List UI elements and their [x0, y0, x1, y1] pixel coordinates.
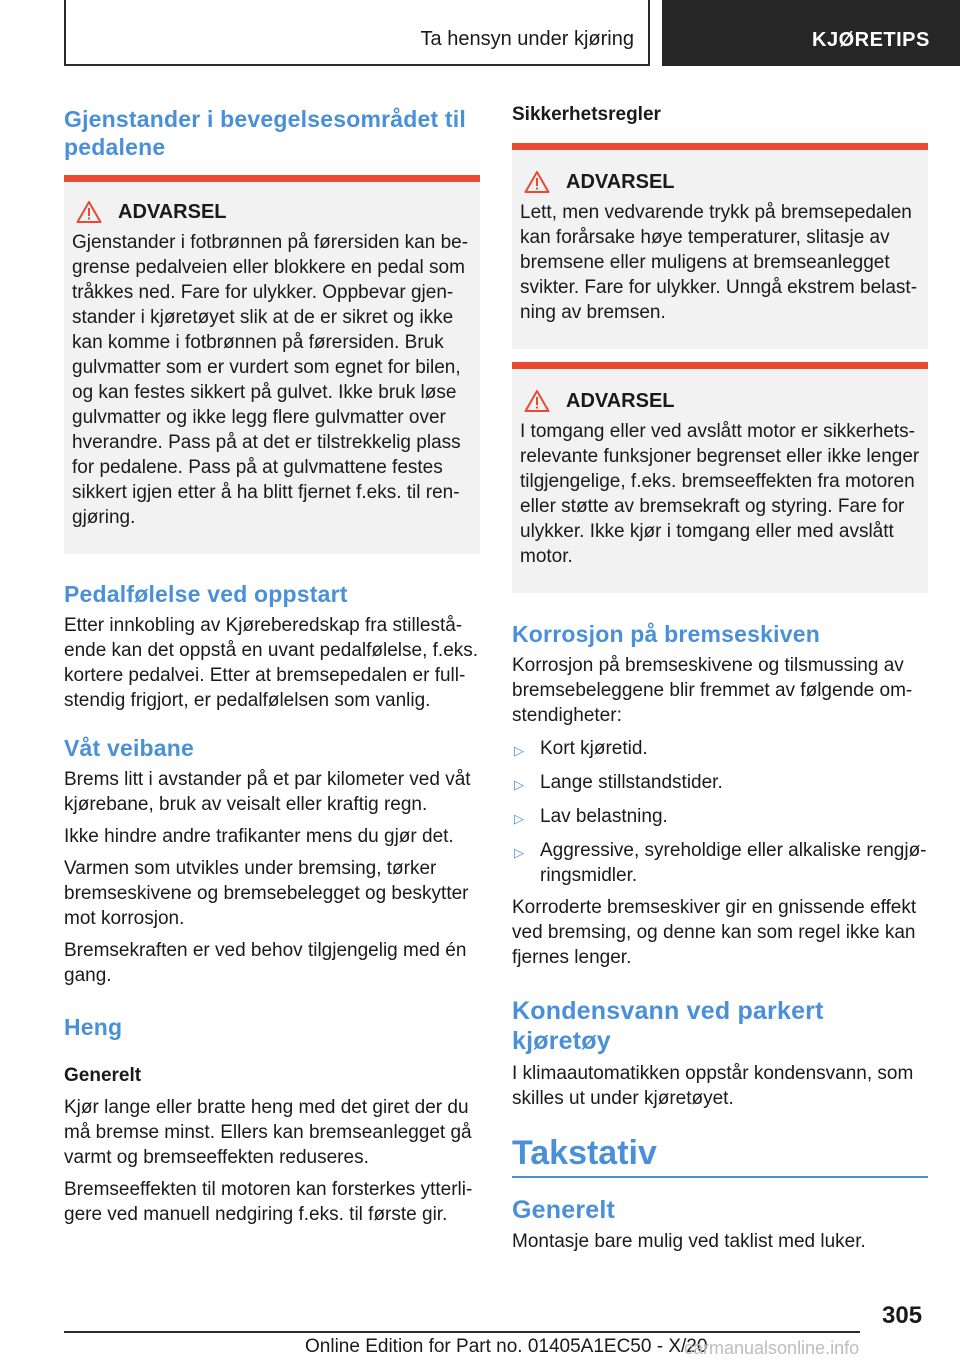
corrosion-paragraph	[512, 653, 928, 728]
line: gang.	[64, 965, 112, 986]
triangle-bullet-icon: ▷	[514, 811, 524, 826]
line: ringsmidler.	[540, 865, 638, 886]
line: tråkkes ned. Fare for ulykker. Oppbevar gjen-	[72, 282, 454, 303]
page-number: 305	[882, 1302, 923, 1329]
line: hverandre. Pass på at det er tilstrekkelig plass	[72, 432, 461, 453]
roof-rack-paragraph	[512, 1229, 928, 1254]
line: kortere pedalvei. Etter at bremsepedalen er full-	[64, 665, 466, 686]
line: Etter innkobling av Kjøreberedskap fra stillestå-	[64, 615, 463, 636]
line: svikter. Fare for ulykker. Unngå ekstrem belast-	[520, 277, 918, 298]
line: kjørebane, bruk av veisalt eller kraftig regn.	[64, 794, 428, 815]
line: skilles ut under kjøretøyet.	[512, 1088, 734, 1109]
line: grense pedalveien eller blokkere en pedal som	[72, 257, 465, 278]
list-item	[512, 838, 928, 888]
line: Montasje bare mulig ved taklist med luker.	[512, 1231, 866, 1252]
warning-title-text: ADVARSEL	[566, 389, 675, 412]
paragraph	[64, 1177, 480, 1227]
slope-body	[64, 1095, 480, 1227]
slope-heading: Heng	[64, 1014, 123, 1040]
wet-road-heading: Våt veibane	[64, 735, 195, 761]
header-chapter-label: KJØRETIPS	[812, 29, 930, 51]
heading-line: kjøretøy	[512, 1027, 611, 1055]
line: Korroderte bremseskiver gir en gnissende effekt	[512, 897, 917, 918]
line: bremseskivene og bremsebelegget og beskytter	[64, 883, 469, 904]
line: Bremsekraften er ved behov tilgjengelig med én	[64, 940, 467, 961]
warning-text	[520, 419, 920, 569]
line: ulykker. Ikke kjør i tomgang eller med avslått	[520, 521, 894, 542]
wet-road-body	[64, 767, 480, 988]
line: gulvmatter og ikke legg flere gulvmatter over	[72, 407, 446, 428]
line: Brems litt i avstander på et par kilometer ved våt	[64, 769, 471, 790]
corrosion-causes-list	[512, 736, 928, 888]
line: stander i kjøretøyet slik at de er sikret og ikke	[72, 307, 454, 328]
line: og kan festes sikkert på gulvet. Ikke bruk løse	[72, 382, 457, 403]
warning-box-brake-pressure	[512, 143, 928, 349]
heading-line: pedalene	[64, 134, 166, 160]
line: stendigheter:	[512, 705, 622, 726]
line: varmt og bremseeffekten reduseres.	[64, 1147, 369, 1168]
paragraph	[64, 767, 480, 817]
triangle-bullet-icon: ▷	[514, 845, 524, 860]
warning-title-text: ADVARSEL	[118, 200, 227, 223]
line: Ikke hindre andre trafikanter mens du gjør det.	[64, 826, 454, 847]
list-item	[512, 736, 928, 763]
warning-title	[72, 198, 472, 226]
line: må bremse minst. Ellers kan bremseanlegget gå	[64, 1122, 472, 1143]
paragraph	[64, 1095, 480, 1170]
watermark: carmanualsonline.info	[684, 1338, 860, 1358]
line: ning av bremsen.	[520, 302, 666, 323]
line: bremsene eller muligens at bremseanlegget	[520, 252, 890, 273]
line: I klimaautomatikken oppstår kondensvann, som	[512, 1063, 914, 1084]
warning-text	[72, 230, 472, 530]
line: sikkert igjen etter å ha blitt fjernet f.eks. til ren-	[72, 482, 460, 503]
line: for pedalene. Pass på at gulvmattene festes	[72, 457, 443, 478]
safety-rules-subheading: Sikkerhetsregler	[512, 104, 661, 125]
line: eller støtte av bremsekraft og styring. Fare for	[520, 496, 905, 517]
header-section-label: Ta hensyn under kjøring	[420, 28, 634, 50]
line: gjøring.	[72, 507, 136, 528]
warning-box-idle	[512, 362, 928, 593]
corrosion-result-paragraph	[512, 895, 928, 970]
startup-paragraph	[64, 613, 480, 713]
corrosion-heading: Korrosjon på bremseskiven	[512, 621, 820, 647]
warning-triangle-icon	[76, 200, 102, 224]
triangle-bullet-icon: ▷	[514, 777, 524, 792]
header-section-tab	[64, 0, 650, 66]
startup-heading: Pedalfølelse ved oppstart	[64, 581, 348, 607]
heading-line: Kondensvann ved parkert	[512, 997, 824, 1025]
line: Aggressive, syreholdige eller alkaliske rengjø-	[540, 840, 927, 861]
line: Kjør lange eller bratte heng med det giret der du	[64, 1097, 469, 1118]
warning-text	[520, 200, 920, 325]
line: kan komme i fotbrønnen på førersiden. Bruk	[72, 332, 444, 353]
line: I tomgang eller ved avslått motor er sikkerhets-	[520, 421, 915, 442]
triangle-bullet-icon: ▷	[514, 743, 524, 758]
line: motor.	[520, 546, 573, 567]
warning-triangle-icon	[524, 170, 550, 194]
warning-title-text: ADVARSEL	[566, 170, 675, 193]
list-item	[512, 770, 928, 797]
header-chapter-tab	[662, 0, 960, 66]
right-column	[512, 100, 928, 1254]
pedal-objects-heading	[64, 105, 480, 161]
line: kan forårsake høye temperaturer, slitasje av	[520, 227, 890, 248]
line: tilgjengelige, f.eks. bremseeffekten fra motoren	[520, 471, 915, 492]
footer-edition: Online Edition for Part no. 01405A1EC50 - X/20	[305, 1336, 708, 1357]
paragraph	[64, 938, 480, 988]
line: relevante funksjoner begrenset eller ikke lenger	[520, 446, 920, 467]
roof-rack-general-heading: Generelt	[512, 1196, 616, 1224]
line: stendig frigjort, er pedalfølelsen som vanlig.	[64, 690, 431, 711]
line: Gjenstander i fotbrønnen på førersiden kan be-	[72, 232, 469, 253]
left-column	[64, 100, 480, 1227]
condensation-heading	[512, 996, 928, 1056]
list-item-text	[540, 838, 927, 888]
warning-triangle-icon	[524, 389, 550, 413]
line: ende kan det oppstå en uvant pedalfølelse, f.eks.	[64, 640, 479, 661]
paragraph	[64, 856, 480, 931]
paragraph	[64, 824, 480, 849]
heading-line: Gjenstander i bevegelsesområdet til	[64, 106, 466, 132]
warning-box-pedal-objects	[64, 175, 480, 554]
slope-subheading: Generelt	[64, 1065, 142, 1086]
list-item-text: Lav belastning.	[540, 806, 668, 827]
warning-title	[520, 387, 920, 415]
line: mot korrosjon.	[64, 908, 185, 929]
line: Lett, men vedvarende trykk på bremsepedalen	[520, 202, 912, 223]
footer-divider	[64, 1331, 860, 1333]
line: gulvmatter som er vurdert som egnet for bilen,	[72, 357, 461, 378]
list-item	[512, 804, 928, 831]
condensation-paragraph	[512, 1061, 928, 1111]
list-item-text: Lange stillstandstider.	[540, 772, 723, 793]
roof-rack-heading: Takstativ	[512, 1132, 928, 1178]
line: bremsebeleggene blir fremmet av følgende om-	[512, 680, 913, 701]
line: Bremseeffekten til motoren kan forsterkes ytterli-	[64, 1179, 473, 1200]
list-item-text: Kort kjøretid.	[540, 738, 648, 759]
warning-title	[520, 168, 920, 196]
line: Varmen som utvikles under bremsing, tørker	[64, 858, 437, 879]
line: fjernes lenger.	[512, 947, 632, 968]
line: Korrosjon på bremseskivene og tilsmussing av	[512, 655, 904, 676]
line: ved bremsing, og denne kan som regel ikke kan	[512, 922, 916, 943]
line: gere ved manuell nedgiring f.eks. til første gir.	[64, 1204, 448, 1225]
